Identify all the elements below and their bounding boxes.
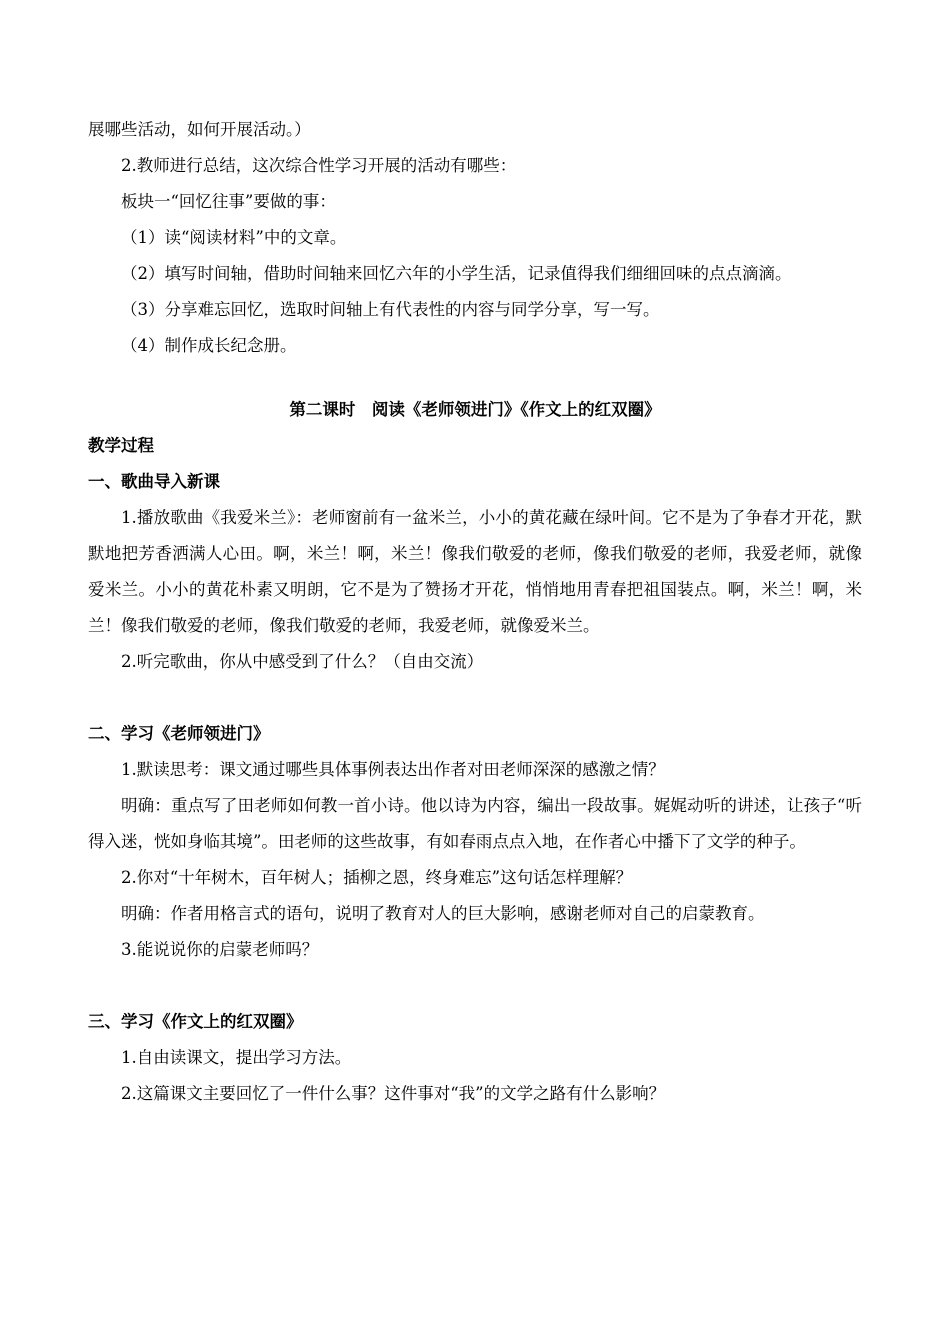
paragraph: 明确：重点写了田老师如何教一首小诗。他以诗为内容，编出一段故事。娓娓动听的讲述，让孩子“听得入迷，恍如身临其境”。田老师的这些故事，有如春雨点点入地，在作者心中播下了文学的种子。 — [88, 796, 862, 851]
section-heading: 一、歌曲导入新课 — [88, 472, 220, 491]
paragraph: 明确：作者用格言式的语句，说明了教育对人的巨大影响，感谢老师对自己的启蒙教育。 — [121, 904, 765, 923]
paragraph: 板块一“回忆往事”要做的事： — [121, 192, 336, 211]
list-item: （3）分享难忘回忆，选取时间轴上有代表性的内容与同学分享，写一写。 — [121, 300, 660, 319]
spacer — [88, 968, 862, 1004]
paragraph: 2.你对“十年树木，百年树人；插柳之恩，终身难忘”这句话怎样理解？ — [121, 868, 633, 887]
section-heading: 三、学习《作文上的红双圈》 — [88, 1012, 303, 1031]
paragraph: 2.教师进行总结，这次综合性学习开展的活动有哪些： — [121, 156, 517, 175]
paragraph: 1.自由读课文，提出学习方法。 — [121, 1048, 352, 1067]
paragraph: 1.播放歌曲《我爱米兰》：老师窗前有一盆米兰，小小的黄花藏在绿叶间。它不是为了争春才开花，默默地把芳香洒满人心田。啊，米兰！啊，米兰！像我们敬爱的老师，像我们敬爱的老师，我爱老师，就像爱米兰。小小的黄花朴素又明朗，它不是为了赞扬才开花，悄悄地用青春把祖国装点。啊，米兰！啊，米兰！像我们敬爱的老师，像我们敬爱的老师，我爱老师，就像爱米兰。 — [88, 508, 862, 635]
list-item: （1）读“阅读材料”中的文章。 — [121, 228, 347, 247]
paragraph: 2.听完歌曲，你从中感受到了什么？（自由交流） — [121, 652, 484, 671]
list-item: （4）制作成长纪念册。 — [121, 336, 297, 355]
paragraph: 2.这篇课文主要回忆了一件什么事？这件事对“我”的文学之路有什么影响？ — [121, 1084, 666, 1103]
section-heading: 二、学习《老师领进门》 — [88, 724, 270, 743]
list-item: （2）填写时间轴，借助时间轴来回忆六年的小学生活，记录值得我们细细回味的点点滴滴。 — [121, 264, 792, 283]
paragraph: 1.默读思考：课文通过哪些具体事例表达出作者对田老师深深的感激之情？ — [121, 760, 665, 779]
paragraph-continued: 展哪些活动，如何开展活动。） — [88, 120, 311, 139]
document-body — [88, 112, 862, 1112]
paragraph: 3.能说说你的启蒙老师吗？ — [121, 940, 319, 959]
spacer — [88, 680, 862, 716]
lesson-title: 第二课时 阅读《老师领进门》《作文上的红双圈》 — [289, 400, 661, 419]
section-heading: 教学过程 — [88, 436, 154, 455]
